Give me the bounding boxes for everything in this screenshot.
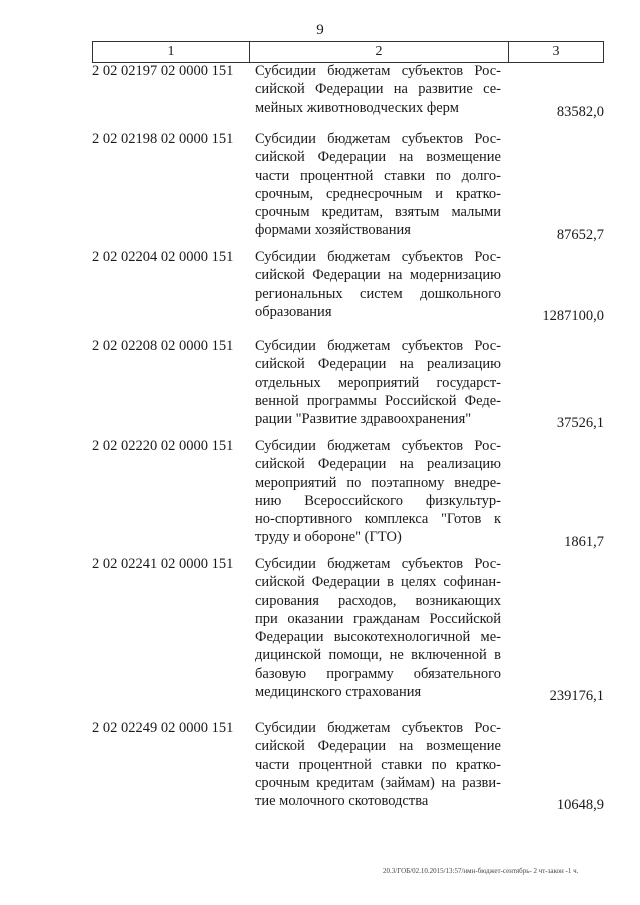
description-line: базовую программу обязательного (255, 665, 501, 682)
description-line: сийской Федерации на возмещение (255, 738, 501, 755)
header-col-2: 2 (250, 42, 509, 62)
row-amount: 1287100,0 (542, 307, 604, 324)
description-line: венной программы Российской Феде- (255, 392, 501, 409)
row-amount: 87652,7 (556, 226, 604, 243)
description-line: Субсидии бюджетам субъектов Рос- (255, 63, 501, 79)
description-line: сийской Федерации на модернизацию (255, 267, 501, 284)
description-line: срочным кредитам (займам) на разви- (255, 774, 501, 791)
description-line: региональных систем дошкольного (255, 285, 501, 302)
header-col-1: 1 (93, 42, 250, 62)
description-line: Федерации высокотехнологичной ме- (255, 629, 501, 646)
description-line: нию Всероссийского физкультур- (255, 492, 501, 509)
budget-code: 2 02 02208 02 0000 151 (92, 338, 234, 354)
description-line: дицинской помощи, не включенной в (255, 647, 501, 664)
description-line: Субсидии бюджетам субъектов Рос- (255, 556, 501, 572)
description-line: мейных животноводческих ферм (255, 99, 459, 116)
budget-code: 2 02 02241 02 0000 151 (92, 556, 234, 572)
budget-code: 2 02 02204 02 0000 151 (92, 249, 234, 265)
description-line: Субсидии бюджетам субъектов Рос- (255, 438, 501, 454)
description-line: труду и обороне" (ГТО) (255, 529, 402, 546)
description-line: Субсидии бюджетам субъектов Рос- (255, 249, 501, 265)
description-line: сирования расходов, возникающих (255, 592, 501, 609)
header-col-3: 3 (552, 44, 560, 59)
footer-stamp: 20.3/ГОБ/02.10.2015/13:57/нмн-бюджет-сентябрь- 2 чт-закон -1 ч. (383, 867, 579, 875)
row-amount: 1861,7 (564, 533, 604, 550)
row-amount: 10648,9 (556, 797, 604, 814)
description-line: сийской Федерации на развитие се- (255, 81, 501, 98)
description-line: сийской Федерации на реализацию (255, 456, 501, 473)
table-header (92, 41, 604, 63)
row-amount: 83582,0 (556, 103, 604, 120)
description-line: сийской Федерации в целях софинан- (255, 574, 501, 591)
row-amount: 239176,1 (549, 688, 604, 705)
row-description (255, 62, 501, 117)
budget-code: 2 02 02198 02 0000 151 (92, 131, 234, 147)
description-line: тие молочного скотоводства (255, 793, 429, 810)
description-line: срочным, среднесрочным и кратко- (255, 185, 501, 202)
description-line: образования (255, 303, 332, 320)
page-number: 9 (316, 22, 324, 38)
description-line: медицинского страхования (255, 684, 422, 701)
row-description (255, 337, 501, 428)
description-line: при оказании гражданам Российской (255, 610, 501, 627)
row-description (255, 555, 501, 701)
row-amount: 37526,1 (556, 415, 604, 432)
description-line: сийской Федерации на реализацию (255, 356, 501, 373)
description-line: сийской Федерации на возмещение (255, 149, 501, 166)
description-line: формами хозяйствования (255, 222, 411, 239)
description-line: Субсидии бюджетам субъектов Рос- (255, 338, 501, 354)
description-line: отдельных мероприятий государст- (255, 374, 501, 391)
description-line: но-спортивного комплекса "Готов к (255, 511, 501, 528)
budget-code: 2 02 02197 02 0000 151 (92, 63, 234, 79)
description-line: части процентной ставки по кратко- (255, 756, 501, 773)
description-line: рации "Развитие здравоохранения" (255, 411, 472, 428)
description-line: срочным кредитам, взятым малыми (255, 204, 501, 221)
budget-code: 2 02 02220 02 0000 151 (92, 438, 234, 454)
description-line: Субсидии бюджетам субъектов Рос- (255, 720, 501, 736)
row-description (255, 130, 501, 240)
description-line: мероприятий по поэтапному внедре- (255, 474, 501, 491)
budget-code: 2 02 02249 02 0000 151 (92, 720, 234, 736)
description-line: Субсидии бюджетам субъектов Рос- (255, 131, 501, 147)
description-line: части процентной ставки по долго- (255, 167, 501, 184)
row-description (255, 437, 501, 547)
row-description (255, 719, 501, 810)
row-description (255, 248, 501, 321)
